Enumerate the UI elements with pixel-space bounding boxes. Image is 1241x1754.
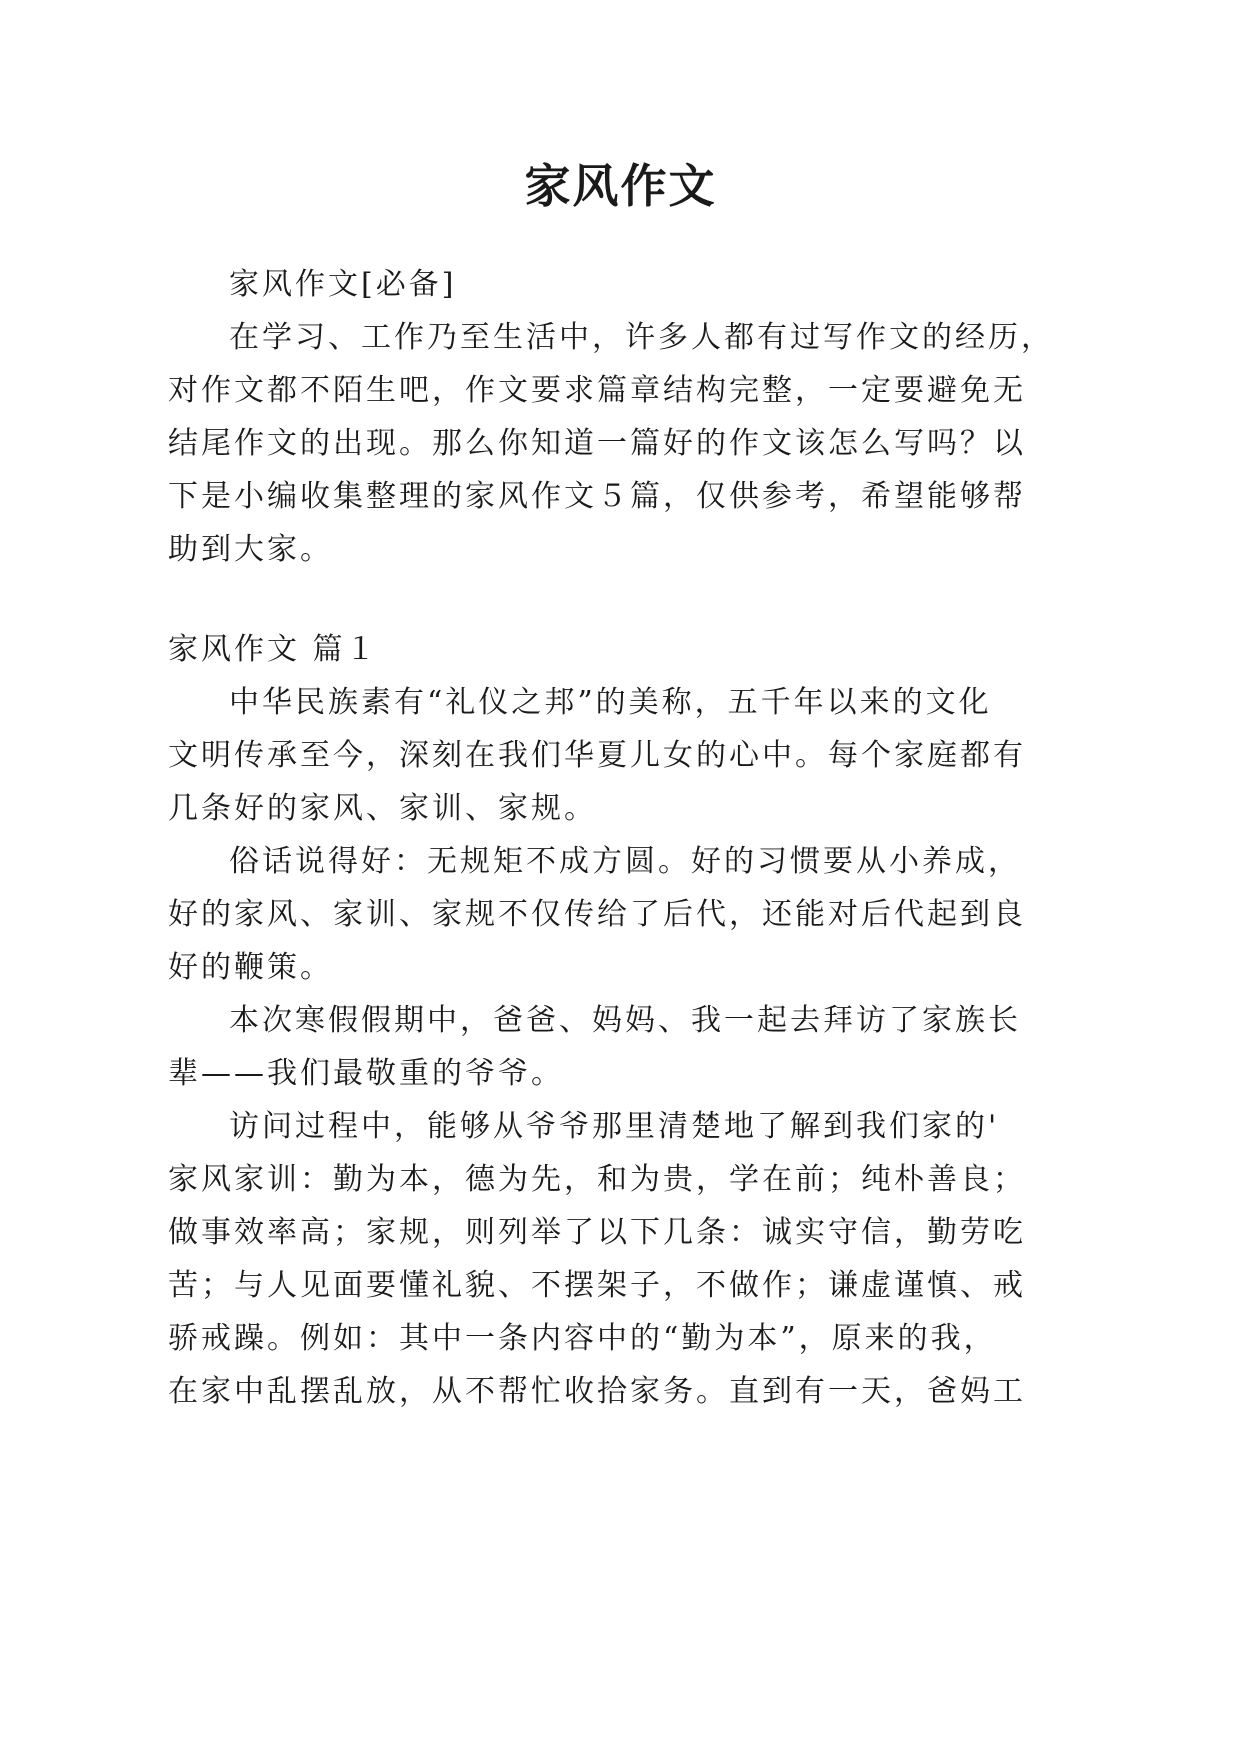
body-line: 辈——我们最敬重的爷爷。 <box>168 1056 564 1091</box>
body-line: 本次寒假假期中，爸爸、妈妈、我一起去拜访了家族长 <box>229 1003 1021 1038</box>
section-heading: 家风作文 篇１ <box>168 632 379 667</box>
intro-line: 助到大家。 <box>168 532 333 567</box>
body-line: 做事效率高；家规，则列举了以下几条：诚实守信，勤劳吃 <box>168 1215 1026 1250</box>
body-line: 几条好的家风、家训、家规。 <box>168 791 597 826</box>
intro-line: 下是小编收集整理的家风作文５篇，仅供参考，希望能够帮 <box>168 479 1026 514</box>
body-line: 好的家风、家训、家规不仅传给了后代，还能对后代起到良 <box>168 897 1026 932</box>
body-line: 访问过程中，能够从爷爷那里清楚地了解到我们家的' <box>229 1109 1000 1144</box>
body-line: 俗话说得好：无规矩不成方圆。好的习惯要从小养成， <box>229 844 1021 879</box>
body-line: 骄戒躁。例如：其中一条内容中的“勤为本”，原来的我， <box>168 1321 997 1356</box>
body-line: 中华民族素有“礼仪之邦”的美称，五千年以来的文化 <box>229 685 992 720</box>
intro-line: 在学习、工作乃至生活中，许多人都有过写作文的经历， <box>229 320 1054 355</box>
body-line: 苦；与人见面要懂礼貌、不摆架子，不做作；谦虚谨慎、戒 <box>168 1268 1026 1303</box>
body-line: 在家中乱摆乱放，从不帮忙收拾家务。直到有一天，爸妈工 <box>168 1374 1026 1409</box>
intro-line: 对作文都不陌生吧，作文要求篇章结构完整，一定要避免无 <box>168 373 1026 408</box>
document-subtitle: 家风作文[必备] <box>229 267 457 302</box>
intro-line: 结尾作文的出现。那么你知道一篇好的作文该怎么写吗？以 <box>168 426 1026 461</box>
body-line: 家风家训：勤为本，德为先，和为贵，学在前；纯朴善良； <box>168 1162 1026 1197</box>
document-title: 家风作文 <box>524 159 717 213</box>
body-line: 文明传承至今，深刻在我们华夏儿女的心中。每个家庭都有 <box>168 738 1026 773</box>
body-line: 好的鞭策。 <box>168 950 333 985</box>
